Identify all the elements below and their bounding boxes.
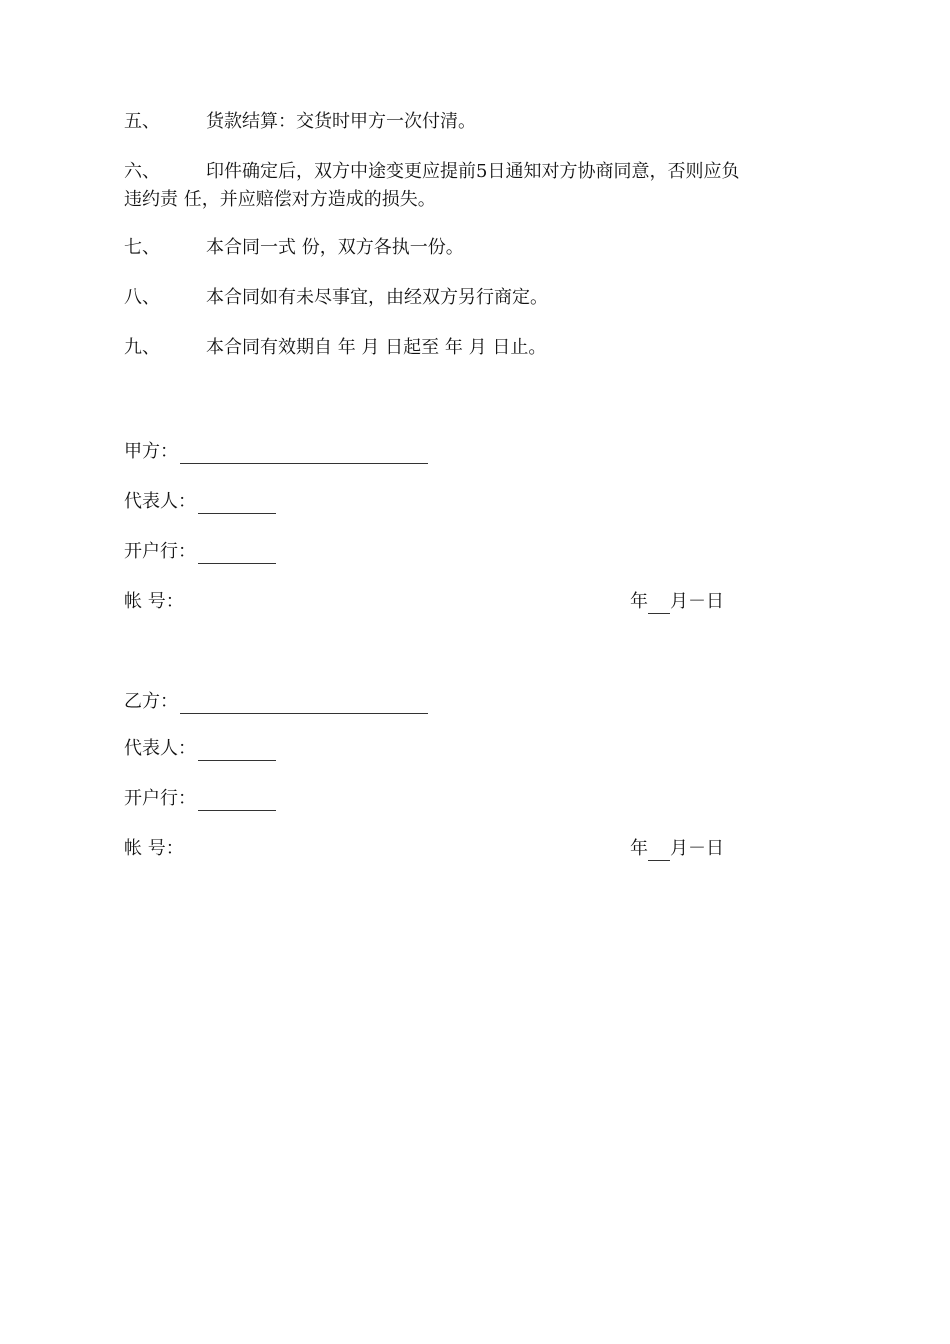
party-a-line xyxy=(124,440,428,464)
party-a-label: 甲方： xyxy=(124,441,178,462)
date-year: 年 xyxy=(630,838,648,859)
clause-number: 五、 xyxy=(124,111,160,132)
clause-text: 本合同如有未尽事宜，由经双方另行商定。 xyxy=(206,287,548,308)
party-b-account-label: 帐 号： xyxy=(124,838,184,859)
party-b-name-field[interactable] xyxy=(180,695,428,714)
party-a-bank-line xyxy=(124,540,276,564)
clause-number: 八、 xyxy=(124,287,160,308)
party-b-label: 乙方： xyxy=(124,691,178,712)
party-b-rep-field[interactable] xyxy=(198,742,276,761)
party-a-rep-line xyxy=(124,490,276,514)
party-b-date xyxy=(630,837,724,861)
date-month-day: 月－日 xyxy=(670,838,724,859)
clause-7 xyxy=(124,234,824,262)
clause-number: 六、 xyxy=(124,161,160,182)
date-month-blank[interactable] xyxy=(648,842,670,861)
party-a-name-field[interactable] xyxy=(180,445,428,464)
party-a-account-label: 帐 号： xyxy=(124,591,184,612)
clause-9 xyxy=(124,334,824,362)
party-a-bank-label: 开户行： xyxy=(124,541,196,562)
clause-text: 货款结算：交货时甲方一次付清。 xyxy=(206,111,476,132)
party-b-account-line xyxy=(124,837,184,861)
clause-text: 本合同一式 份，双方各执一份。 xyxy=(206,237,464,258)
party-a-date xyxy=(630,590,724,614)
clause-8 xyxy=(124,284,824,312)
party-b-rep-line xyxy=(124,737,276,761)
party-b-bank-line xyxy=(124,787,276,811)
clause-5 xyxy=(124,108,824,136)
clause-number: 九、 xyxy=(124,337,160,358)
date-month-blank[interactable] xyxy=(648,595,670,614)
date-month-day: 月－日 xyxy=(670,591,724,612)
party-a-account-line xyxy=(124,590,184,614)
clause-text-continued: 违约责 任，并应赔偿对方造成的损失。 xyxy=(124,189,436,210)
clause-text: 本合同有效期自 年 月 日起至 年 月 日止。 xyxy=(206,337,547,358)
clause-number: 七、 xyxy=(124,237,160,258)
party-b-bank-field[interactable] xyxy=(198,792,276,811)
party-b-line xyxy=(124,690,428,714)
party-b-rep-label: 代表人： xyxy=(124,738,196,759)
party-a-rep-field[interactable] xyxy=(198,495,276,514)
date-year: 年 xyxy=(630,591,648,612)
party-a-bank-field[interactable] xyxy=(198,545,276,564)
clause-text: 印件确定后，双方中途变更应提前5日通知对方协商同意，否则应负 xyxy=(206,161,740,182)
party-a-rep-label: 代表人： xyxy=(124,491,196,512)
party-b-bank-label: 开户行： xyxy=(124,788,196,809)
clause-6 xyxy=(124,158,824,214)
